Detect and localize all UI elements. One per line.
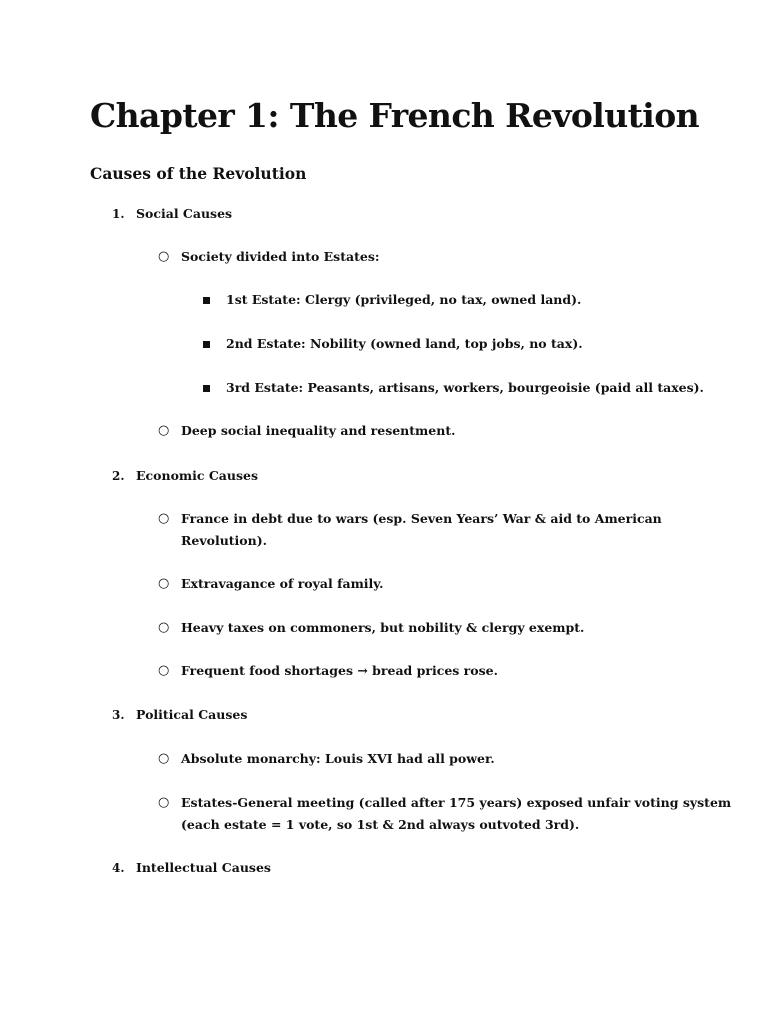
circle-bullet-icon: ○: [158, 576, 170, 591]
list-item-title: Social Causes: [136, 206, 233, 221]
list-item-continuation: Revolution).: [181, 533, 267, 548]
section-heading: Causes of the Revolution: [90, 164, 307, 183]
list-item: 2nd Estate: Nobility (owned land, top jobs, no tax).: [226, 336, 583, 351]
list-item: Society divided into Estates:: [181, 249, 380, 264]
list-item: Deep social inequality and resentment.: [181, 423, 456, 438]
list-item: Frequent food shortages → bread prices rose.: [181, 663, 498, 678]
list-item: 1st Estate: Clergy (privileged, no tax, owned land).: [226, 292, 582, 307]
list-item: Estates-General meeting (called after 175 years) exposed unfair voting system: [181, 795, 732, 810]
circle-bullet-icon: ○: [158, 620, 170, 635]
list-number: 3.: [112, 708, 125, 722]
square-bullet-icon: [203, 297, 210, 304]
circle-bullet-icon: ○: [158, 511, 170, 526]
circle-bullet-icon: ○: [158, 249, 170, 264]
list-number: 1.: [112, 207, 125, 221]
list-item: 3rd Estate: Peasants, artisans, workers, bourgeoisie (paid all taxes).: [226, 380, 704, 395]
list-item-title: Intellectual Causes: [136, 860, 271, 875]
list-number: 2.: [112, 469, 125, 483]
list-item-title: Political Causes: [136, 707, 248, 722]
circle-bullet-icon: ○: [158, 663, 170, 678]
square-bullet-icon: [203, 341, 210, 348]
page-title: Chapter 1: The French Revolution: [90, 96, 700, 135]
circle-bullet-icon: ○: [158, 795, 170, 810]
list-item: France in debt due to wars (esp. Seven Years’ War & aid to American: [181, 511, 662, 526]
list-number: 4.: [112, 861, 125, 875]
list-item-title: Economic Causes: [136, 468, 259, 483]
list-item: Heavy taxes on commoners, but nobility & clergy exempt.: [181, 620, 585, 635]
list-item: Absolute monarchy: Louis XVI had all power.: [181, 751, 495, 766]
circle-bullet-icon: ○: [158, 423, 170, 438]
circle-bullet-icon: ○: [158, 751, 170, 766]
list-item-continuation: (each estate = 1 vote, so 1st & 2nd always outvoted 3rd).: [181, 817, 580, 832]
list-item: Extravagance of royal family.: [181, 576, 384, 591]
square-bullet-icon: [203, 385, 210, 392]
